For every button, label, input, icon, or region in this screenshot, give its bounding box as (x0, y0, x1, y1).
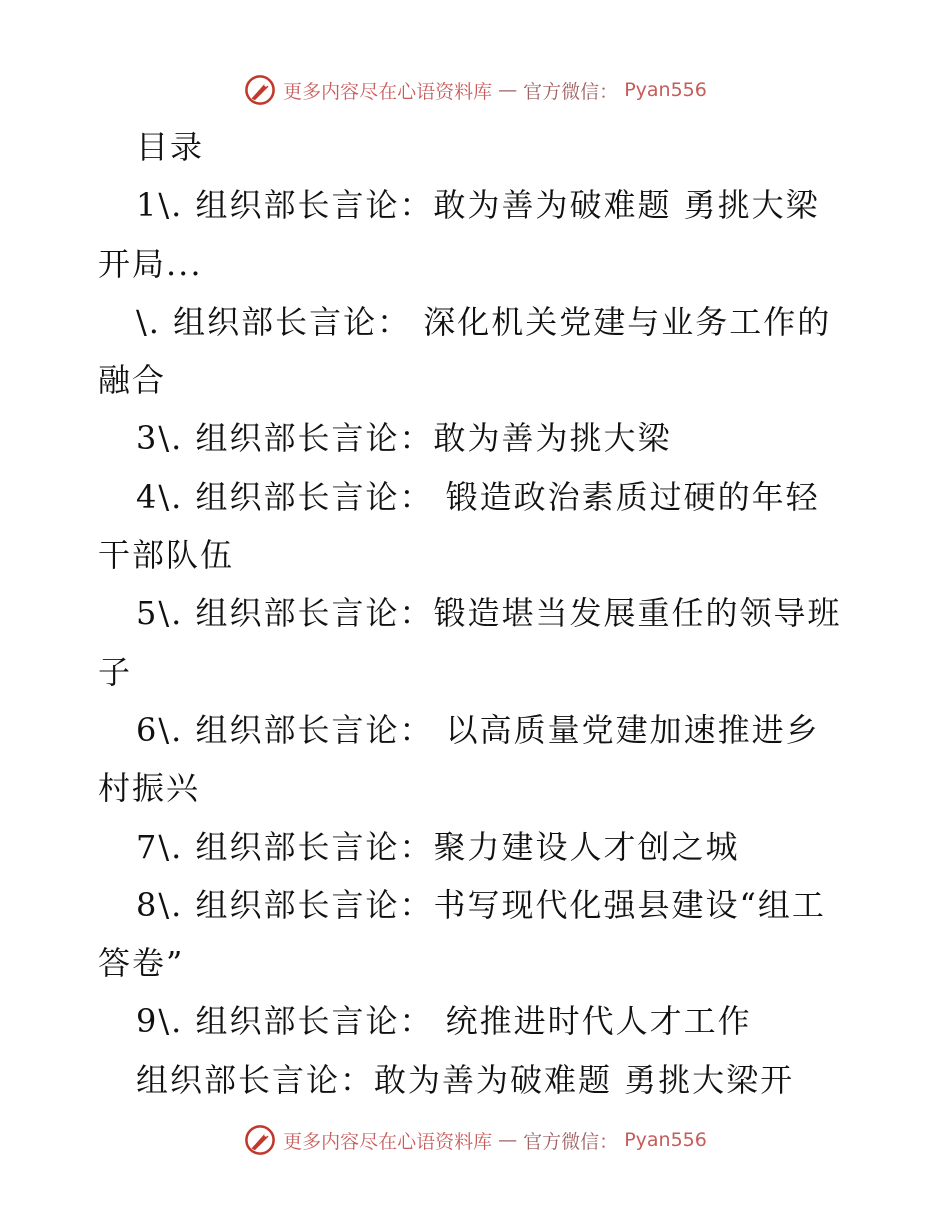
banner-title: 更多内容尽在心语资料库 (283, 80, 493, 103)
header-banner (0, 70, 950, 110)
banner-title: 更多内容尽在心语资料库 (283, 1130, 493, 1153)
toc-item-6: 6\. 组织部长言论： 以高质量党建加速推进乡 (136, 710, 820, 749)
toc-item-5-cont: 子 (98, 652, 133, 691)
pen-nib-logo-icon (243, 1123, 277, 1157)
pen-nib-logo-icon (243, 73, 277, 107)
toc-item-9: 9\. 组织部长言论： 统推进时代人才工作 (136, 1002, 752, 1041)
toc-item-3: 3\. 组织部长言论：敢为善为挑大梁 (136, 419, 672, 458)
banner-wechat-id: Pyan556 (624, 1129, 707, 1151)
toc-item-5: 5\. 组织部长言论：锻造堪当发展重任的领导班 (136, 594, 842, 633)
toc-item-4: 4\. 组织部长言论： 锻造政治素质过硬的年轻 (136, 477, 820, 516)
toc-item-7: 7\. 组织部长言论：聚力建设人才创之城 (136, 827, 740, 866)
banner-separator: — (498, 79, 518, 101)
section-title: 组织部长言论：敢为善为破难题 勇挑大梁开 (136, 1060, 795, 1099)
toc-item-2-cont: 融合 (98, 361, 167, 400)
toc-heading: 目录 (136, 128, 205, 166)
toc-item-1: 1\. 组织部长言论：敢为善为破难题 勇挑大梁 (136, 186, 820, 225)
toc-item-8-cont: 答卷” (98, 944, 185, 983)
banner-separator: — (498, 1129, 518, 1151)
banner-official-label: 官方微信： (523, 1130, 619, 1153)
header-banner-inner (243, 73, 707, 107)
toc-item-8: 8\. 组织部长言论：书写现代化强县建设“组工 (136, 885, 826, 924)
banner-official-label: 官方微信： (523, 80, 619, 103)
toc-item-1-cont: 开局... (98, 244, 203, 283)
document-body (98, 118, 858, 1109)
footer-banner (0, 1120, 950, 1160)
toc-item-2: \. 组织部长言论： 深化机关党建与业务工作的 (136, 302, 832, 341)
footer-banner-inner (243, 1123, 707, 1157)
toc-item-4-cont: 干部队伍 (98, 536, 235, 575)
banner-wechat-id: Pyan556 (624, 79, 707, 101)
toc-item-6-cont: 村振兴 (98, 769, 201, 808)
